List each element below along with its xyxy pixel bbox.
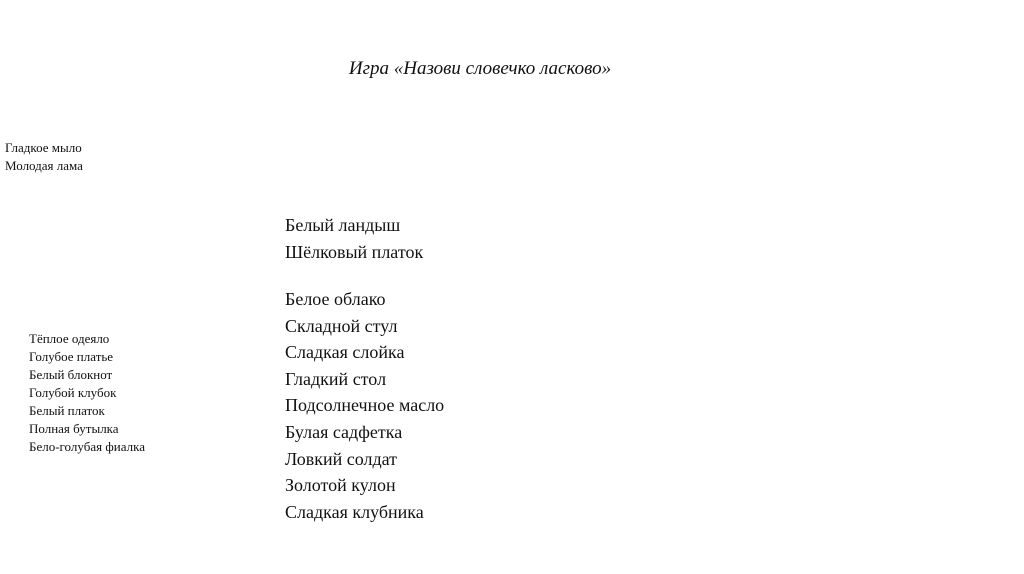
page-title: Игра «Назови словечко ласково» [348, 58, 612, 79]
list-item: Складной стул [285, 315, 398, 336]
list-item: Молодая лама [5, 158, 83, 173]
list-item: Голубой клубок [29, 385, 117, 400]
list-item: Белое облако [285, 289, 386, 309]
list-item: Сладкая клубника [285, 501, 424, 522]
list-item: Булая садфетка [285, 421, 403, 442]
top-left-word-list [5, 139, 83, 175]
list-item: Подсолнечное масло [285, 395, 445, 416]
list-item: Бело-голубая фиалка [29, 439, 145, 454]
main-word-list-second [285, 286, 444, 525]
list-item: Гладкое мыло [5, 140, 82, 155]
list-item: Полная бутылка [29, 421, 119, 436]
list-item: Золотой кулон [285, 475, 396, 496]
list-item: Ловкий солдат [285, 448, 398, 469]
list-item: Белый ландыш [285, 215, 401, 235]
main-word-list-first [285, 212, 423, 265]
list-item: Тёплое одеяло [29, 331, 110, 346]
list-item: Гладкий стол [285, 368, 387, 389]
left-word-list [29, 330, 145, 456]
list-item: Голубое платье [29, 349, 114, 364]
list-item: Сладкая слойка [285, 342, 405, 363]
list-item: Шёлковый платок [285, 241, 424, 262]
list-item: Белый блокнот [29, 367, 113, 382]
list-item: Белый платок [29, 403, 105, 418]
